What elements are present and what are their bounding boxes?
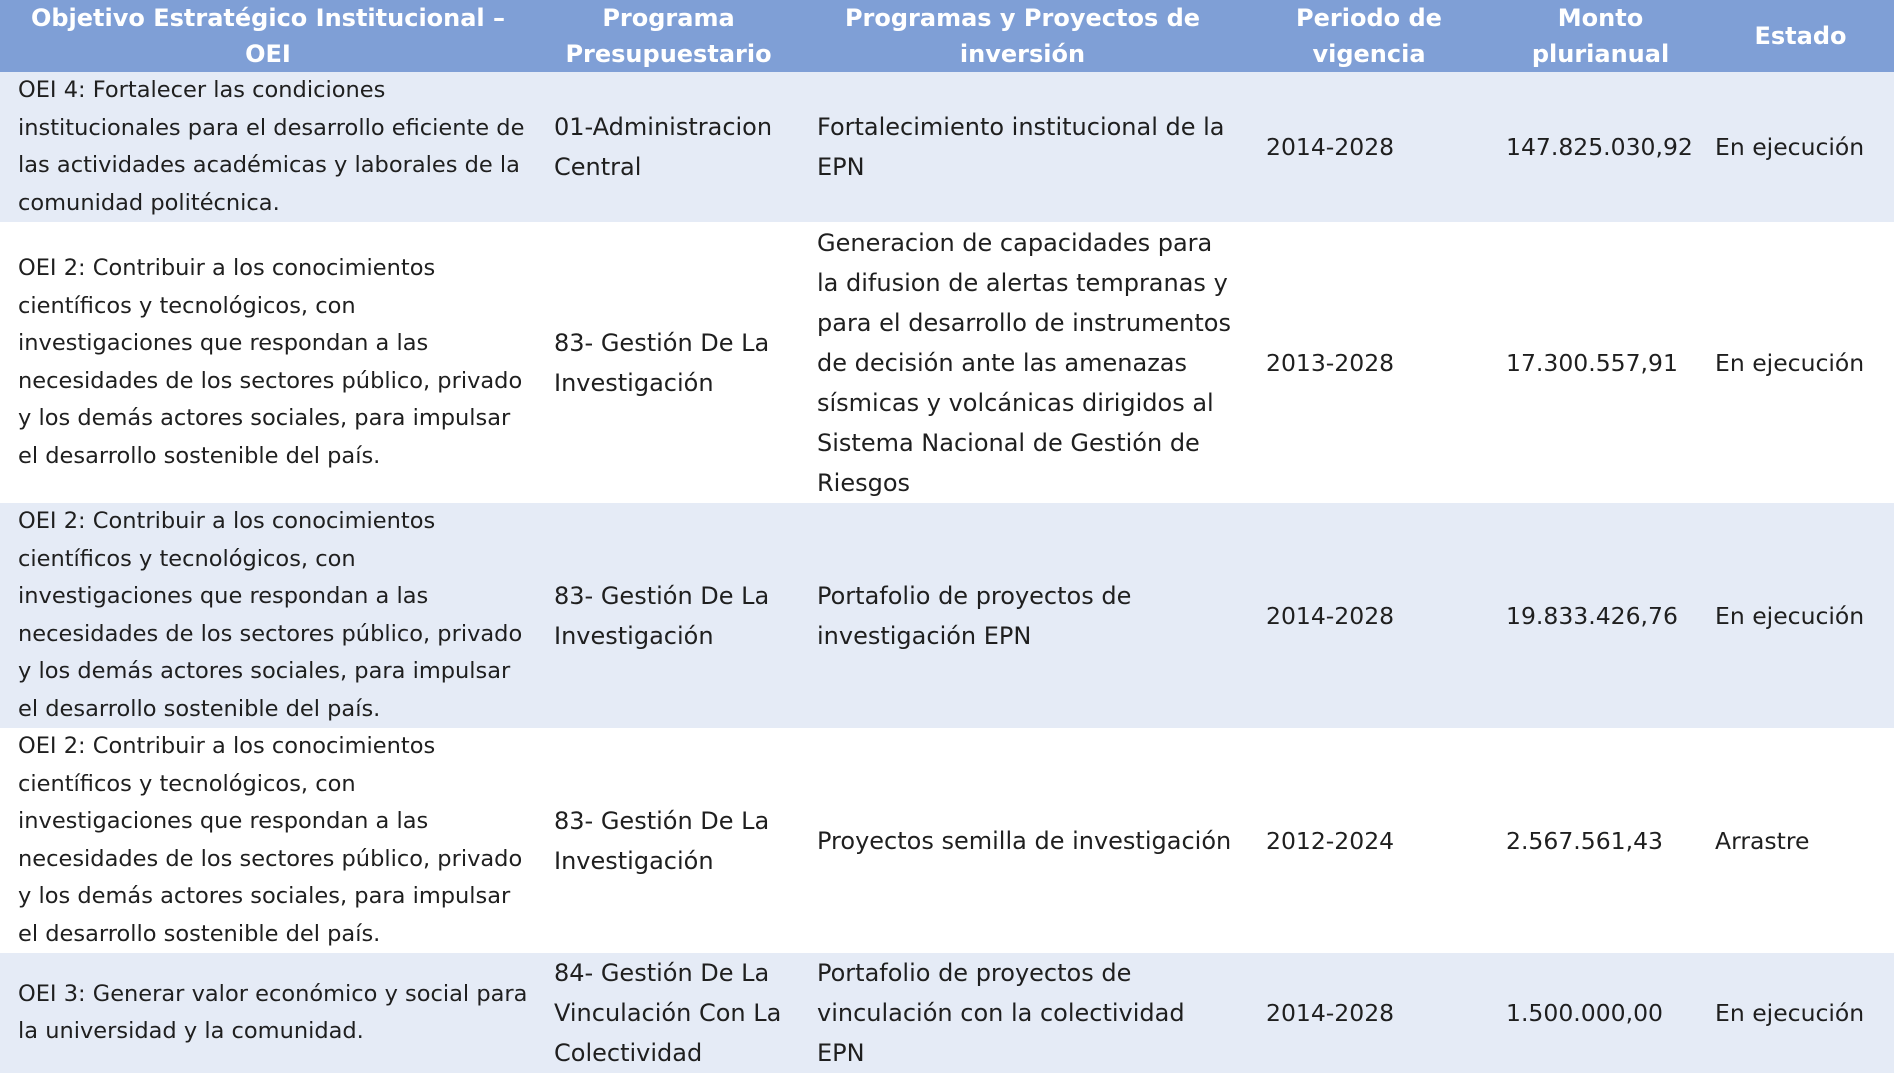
table-header-row xyxy=(0,0,1894,72)
cell-periodo: 2013-2028 xyxy=(1266,348,1395,377)
cell-monto: 2.567.561,43 xyxy=(1506,826,1663,855)
cell-monto: 147.825.030,92 xyxy=(1494,72,1707,222)
header-programa: Programa Presupuestario xyxy=(536,0,801,72)
cell-periodo: 2012-2024 xyxy=(1266,826,1395,855)
cell-proyecto: Proyectos semilla de investigación xyxy=(817,826,1232,855)
table-row xyxy=(0,72,1894,222)
cell-periodo: 2014-2028 xyxy=(1244,953,1494,1073)
cell-oei: OEI 4: Fortalecer las condiciones institucionales para el desarrollo eficiente de las actividades académicas y laborales de la comunidad politécnica. xyxy=(0,72,536,222)
cell-monto: 19.833.426,76 xyxy=(1494,503,1707,728)
cell-estado: En ejecución xyxy=(1707,503,1894,728)
cell-proyecto: Generacion de capacidades para la difusion de alertas tempranas y para el desarrollo de instrumentos de decisión ante las amenazas sísmicas y volcánicas dirigidos al Sistema Nacional de Gestión de Riesgos xyxy=(817,228,1231,497)
cell-oei: OEI 3: Generar valor económico y social para la universidad y la comunidad. xyxy=(0,953,536,1073)
cell-oei: OEI 2: Contribuir a los conocimientos científicos y tecnológicos, con investigaciones que respondan a las necesidades de los sectores público, privado y los demás actores sociales, para impulsar el desarrollo sostenible del país. xyxy=(18,733,523,947)
cell-programa: 01-Administracion Central xyxy=(536,72,801,222)
cell-programa: 83- Gestión De La Investigación xyxy=(536,503,801,728)
cell-monto: 1.500.000,00 xyxy=(1494,953,1707,1073)
cell-periodo: 2014-2028 xyxy=(1244,503,1494,728)
header-periodo: Periodo de vigencia xyxy=(1244,0,1494,72)
cell-proyecto: Portafolio de proyectos de investigación EPN xyxy=(801,503,1244,728)
cell-estado: Arrastre xyxy=(1715,826,1810,855)
table-row xyxy=(0,503,1894,728)
cell-estado: En ejecución xyxy=(1715,348,1865,377)
cell-monto: 17.300.557,91 xyxy=(1506,348,1678,377)
cell-estado: En ejecución xyxy=(1707,953,1894,1073)
header-monto: Monto plurianual xyxy=(1494,0,1707,72)
header-proyectos: Programas y Proyectos de inversión xyxy=(801,0,1244,72)
header-estado: Estado xyxy=(1707,0,1894,72)
cell-proyecto: Fortalecimiento institucional de la EPN xyxy=(801,72,1244,222)
cell-oei: OEI 2: Contribuir a los conocimientos científicos y tecnológicos, con investigaciones que respondan a las necesidades de los sectores público, privado y los demás actores sociales, para impulsar el desarrollo sostenible del país. xyxy=(0,503,536,728)
header-oei: Objetivo Estratégico Institucional – OEI xyxy=(0,0,536,72)
cell-programa: 84- Gestión De La Vinculación Con La Colectividad xyxy=(536,953,801,1073)
cell-oei: OEI 2: Contribuir a los conocimientos científicos y tecnológicos, con investigaciones que respondan a las necesidades de los sectores público, privado y los demás actores sociales, para impulsar el desarrollo sostenible del país. xyxy=(18,255,523,469)
cell-programa: 83- Gestión De La Investigación xyxy=(554,328,770,397)
cell-estado: En ejecución xyxy=(1707,72,1894,222)
cell-periodo: 2014-2028 xyxy=(1244,72,1494,222)
table-row xyxy=(0,728,1894,953)
table-row xyxy=(0,222,1894,503)
cell-programa: 83- Gestión De La Investigación xyxy=(554,806,770,875)
cell-proyecto: Portafolio de proyectos de vinculación con la colectividad EPN xyxy=(801,953,1244,1073)
table-row xyxy=(0,953,1894,1073)
